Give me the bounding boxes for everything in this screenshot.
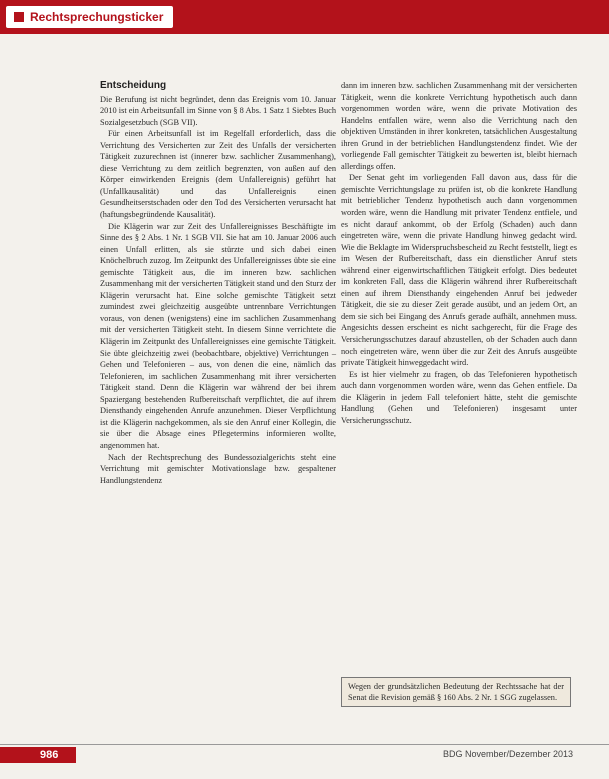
paragraph: Nach der Rechtsprechung des Bundessozialgerichts steht eine Verrichtung mit gemischter Motivationslage bzw. gespaltener Handlungstendenz (100, 452, 336, 485)
paragraph: Die Klägerin war zur Zeit des Unfallereignisses Beschäftigte im Sinne des § 2 Abs. 1 Nr. 1 SGB VII. Sie hat am 10. Januar 2006 auch einen Unfall erlitten, als sie stürzte und sich dabei einen Knöchelbruch zuzog. Im Zeitpunkt des Unfallereignisses übte sie eine gemischte Tätigkeit aus, die im inneren bzw. sachlichen Zusammenhang mit der versicherten Tätigkeit stand und den Sturz der Klägerin verursacht hat. Eine solche gemischte Tätigkeit setzt zumindest zwei gleichzeitig ausgeübte untrennbare Verrichtungen voraus, von denen (wenigstens) eine im sachlichen Zusammenhang mit der versicherten Tätigkeit steht. In diesem Sinne verrichtete die Klägerin im Zeitpunkt des Unfallereignisses eine gemischte Tätigkeit. Sie übte gleichzeitig zwei (beobachtbare, objektive) Verrichtungen – Gehen und Telefonieren – aus, von denen die eine, nämlich das Telefonieren, im sachlichen Zusammenhang mit ihrer versicherten Tätigkeit stand. Denn die Klägerin war während der bei ihrem Spaziergang bestehenden Rufbereitschaft verpflichtet, die auf ihrem Diensthandy eingehenden Anrufe anzunehmen. Dieser Verpflichtung ist die Klägerin nachgekommen, als sie den Anruf einer Kollegin, die sie über die Absage eines Pflegetermins informieren wollte, angenommen hat. (100, 221, 336, 450)
section-marker-icon (14, 12, 24, 22)
paragraph: Es ist hier vielmehr zu fragen, ob das Telefonieren hypothetisch auch dann vorgenommen worden wäre, wenn das Gehen entfiele. Da die Klägerin in jedem Fall telefoniert hätte, steht die gemischte Handlung (Gehen und Telefonieren) insgesamt unter Versicherungsschutz. (341, 369, 577, 425)
note-text: Wegen der grundsätzlichen Bedeutung der Rechtssache hat der Senat die Revision gemäß § 160 Abs. 2 Nr. 1 SGG zugelassen. (348, 682, 564, 703)
paragraph: dann im inneren bzw. sachlichen Zusammenhang mit der versicherten Tätigkeit, wenn die konkrete Verrichtung hypothetisch auch dann vorgenommen worden wäre, wenn die private Motivation des Handelns entfallen wäre, wenn also die Verrichtung nach den objektiven Umständen in ihrer konkreten, tatsächlichen Ausgestaltung ihren Grund in der betrieblichen Handlungstendenz findet. Wie der vorliegende Fall gemischter Tätigkeit zu bewerten ist, bleibt hiernach allerdings offen. (341, 81, 577, 171)
journal-reference: BDG November/Dezember 2013 (442, 749, 573, 759)
paragraph: Die Berufung ist nicht begründet, denn das Ereignis vom 10. Januar 2010 ist ein Arbeitsunfall im Sinne von § 8 Abs. 1 Satz 1 Siebtes Buch Sozialgesetzbuch (SGB VII). (100, 94, 336, 127)
paragraph: Der Senat geht im vorliegenden Fall davon aus, dass für die gemischte Verrichtungslage zu prüfen ist, ob die konkrete Handlung mit betrieblicher Tendenz hypothetisch auch dann vorgenommen worden wäre, wenn die Handlung mit privater Tendenz entfiele, und es nicht darauf ankommt, ob der Erfolg (Schaden) auch dann eingetreten wäre, wenn die private Handlung hinweg gedacht wird. Wie die Beklagte im Widerspruchsbescheid zu Recht feststellt, liegt es im Wesen der Rufbereitschaft, dass ein dienstlicher Anruf stets während einer eigenwirtschaftlichen Tätigkeit erfolgt. Dies bedeutet im konkreten Fall, dass die Klägerin während ihrer Rufbereitschaft einen auf ihrem Diensthandy eingehenden Anruf bei jedweder Tätigkeit, die sie zu dieser Zeit gerade ausübt, und an jedem Ort, an dem sie sich bei Eingang des Anrufs gerade aufhält, annehmen muss. Angesichts dessen erscheint es nicht sachgerecht, für die Frage des Versicherungsschutzes darauf abzustellen, ob der Schaden auch dann noch eingetreten wäre, wenn über die zur Zeit des Anrufs ausgeübte private Tätigkeit hinweggedacht wird. (341, 173, 577, 368)
paragraph: Für einen Arbeitsunfall ist im Regelfall erforderlich, dass die Verrichtung des Versicherten zur Zeit des Unfalls der versicherten Tätigkeit zuzurechnen ist (innerer bzw. sachlicher Zusammenhang), diese Verrichtung zu dem zeitlich begrenzten, von außen auf den Körper einwirkenden Ereignis (dem Unfallereignis) geführt hat (Unfallkausalität) und das Unfallereignis einen Gesundheitserstschaden oder den Tod des Versicherten verursacht hat (haftungsbegründende Kausalität). (100, 129, 336, 220)
right-column (341, 80, 577, 426)
footer-divider (0, 744, 609, 745)
section-heading: Entscheidung (100, 80, 167, 91)
note-box (341, 677, 571, 707)
page-number-badge (0, 747, 76, 763)
section-header-bar (0, 0, 609, 34)
section-title: Rechtsprechungsticker (30, 10, 164, 24)
left-column (100, 80, 336, 486)
section-tab (6, 6, 173, 28)
page-number: 986 (40, 749, 59, 761)
